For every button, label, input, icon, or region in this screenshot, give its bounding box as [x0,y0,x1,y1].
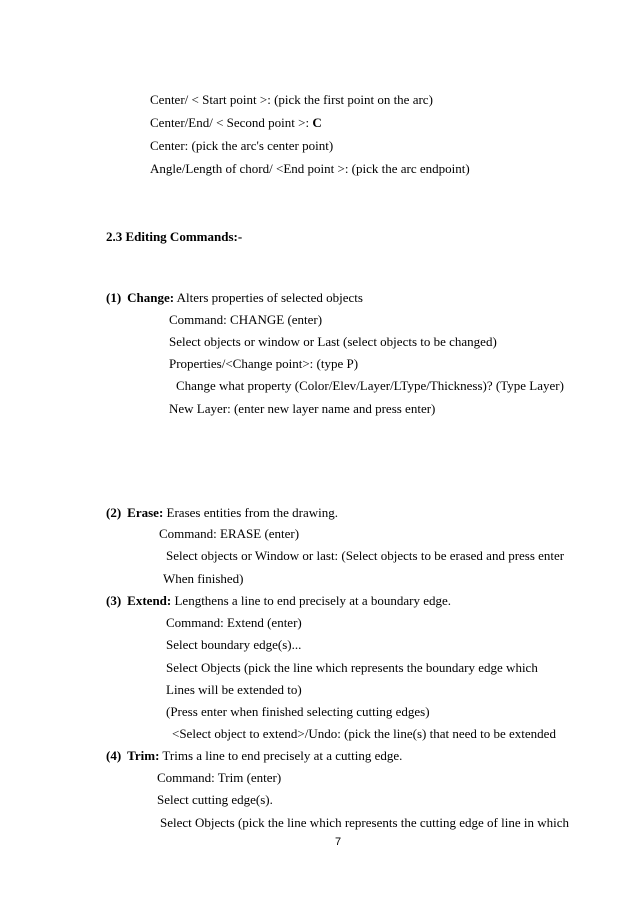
trim-line-2: Select cutting edge(s). [157,792,273,807]
extend-heading [106,593,451,609]
change-line-2: Select objects or window or Last (select objects to be changed) [169,334,497,349]
extend-line-2: Select boundary edge(s)... [166,637,302,652]
arc-line-1: Center/ < Start point >: (pick the first point on the arc) [150,92,433,107]
extend-line-4: Lines will be extended to) [166,682,302,697]
extend-line-5: (Press enter when finished selecting cutting edges) [166,704,430,719]
change-line-1: Command: CHANGE (enter) [169,312,323,327]
trim-num: (4) [106,748,122,763]
trim-line-3: Select Objects (pick the line which represents the cutting edge of line in which [160,815,570,830]
trim-title: Trim: [127,748,160,763]
arc-line-2 [150,115,322,131]
extend-line-6: <Select object to extend>/Undo: (pick the line(s) that need to be extended [172,726,556,741]
trim-desc: Trims a line to end precisely at a cutting edge. [159,748,403,763]
trim-heading [106,748,402,764]
arc-line-2-option: C [312,115,322,130]
arc-line-4: Angle/Length of chord/ <End point >: (pick the arc endpoint) [150,161,470,176]
change-line-3: Properties/<Change point>: (type P) [169,356,359,371]
extend-title: Extend: [127,593,172,608]
change-title: Change: [127,290,175,305]
erase-line-2: Select objects or Window or last: (Select objects to be erased and press enter [166,548,565,563]
change-num: (1) [106,290,122,305]
change-line-5: New Layer: (enter new layer name and press enter) [169,401,436,416]
arc-line-3: Center: (pick the arc's center point) [150,138,334,153]
extend-num: (3) [106,593,122,608]
trim-line-1: Command: Trim (enter) [157,770,282,785]
page-number: 7 [335,836,342,848]
change-desc: Alters properties of selected objects [174,290,363,305]
extend-line-1: Command: Extend (enter) [166,615,302,630]
arc-line-2-text: Center/End/ < Second point >: [150,115,313,130]
erase-desc: Erases entities from the drawing. [163,505,339,520]
section-heading: 2.3 Editing Commands:- [106,229,243,244]
extend-desc: Lengthens a line to end precisely at a boundary edge. [171,593,451,608]
change-heading [106,290,363,306]
extend-line-3: Select Objects (pick the line which represents the boundary edge which [166,660,538,675]
erase-num: (2) [106,505,122,520]
erase-title: Erase: [127,505,164,520]
erase-line-1: Command: ERASE (enter) [159,526,300,541]
change-line-4: Change what property (Color/Elev/Layer/LType/Thickness)? (Type Layer) [176,378,564,393]
erase-heading [106,505,338,521]
erase-line-3: When finished) [163,571,244,586]
